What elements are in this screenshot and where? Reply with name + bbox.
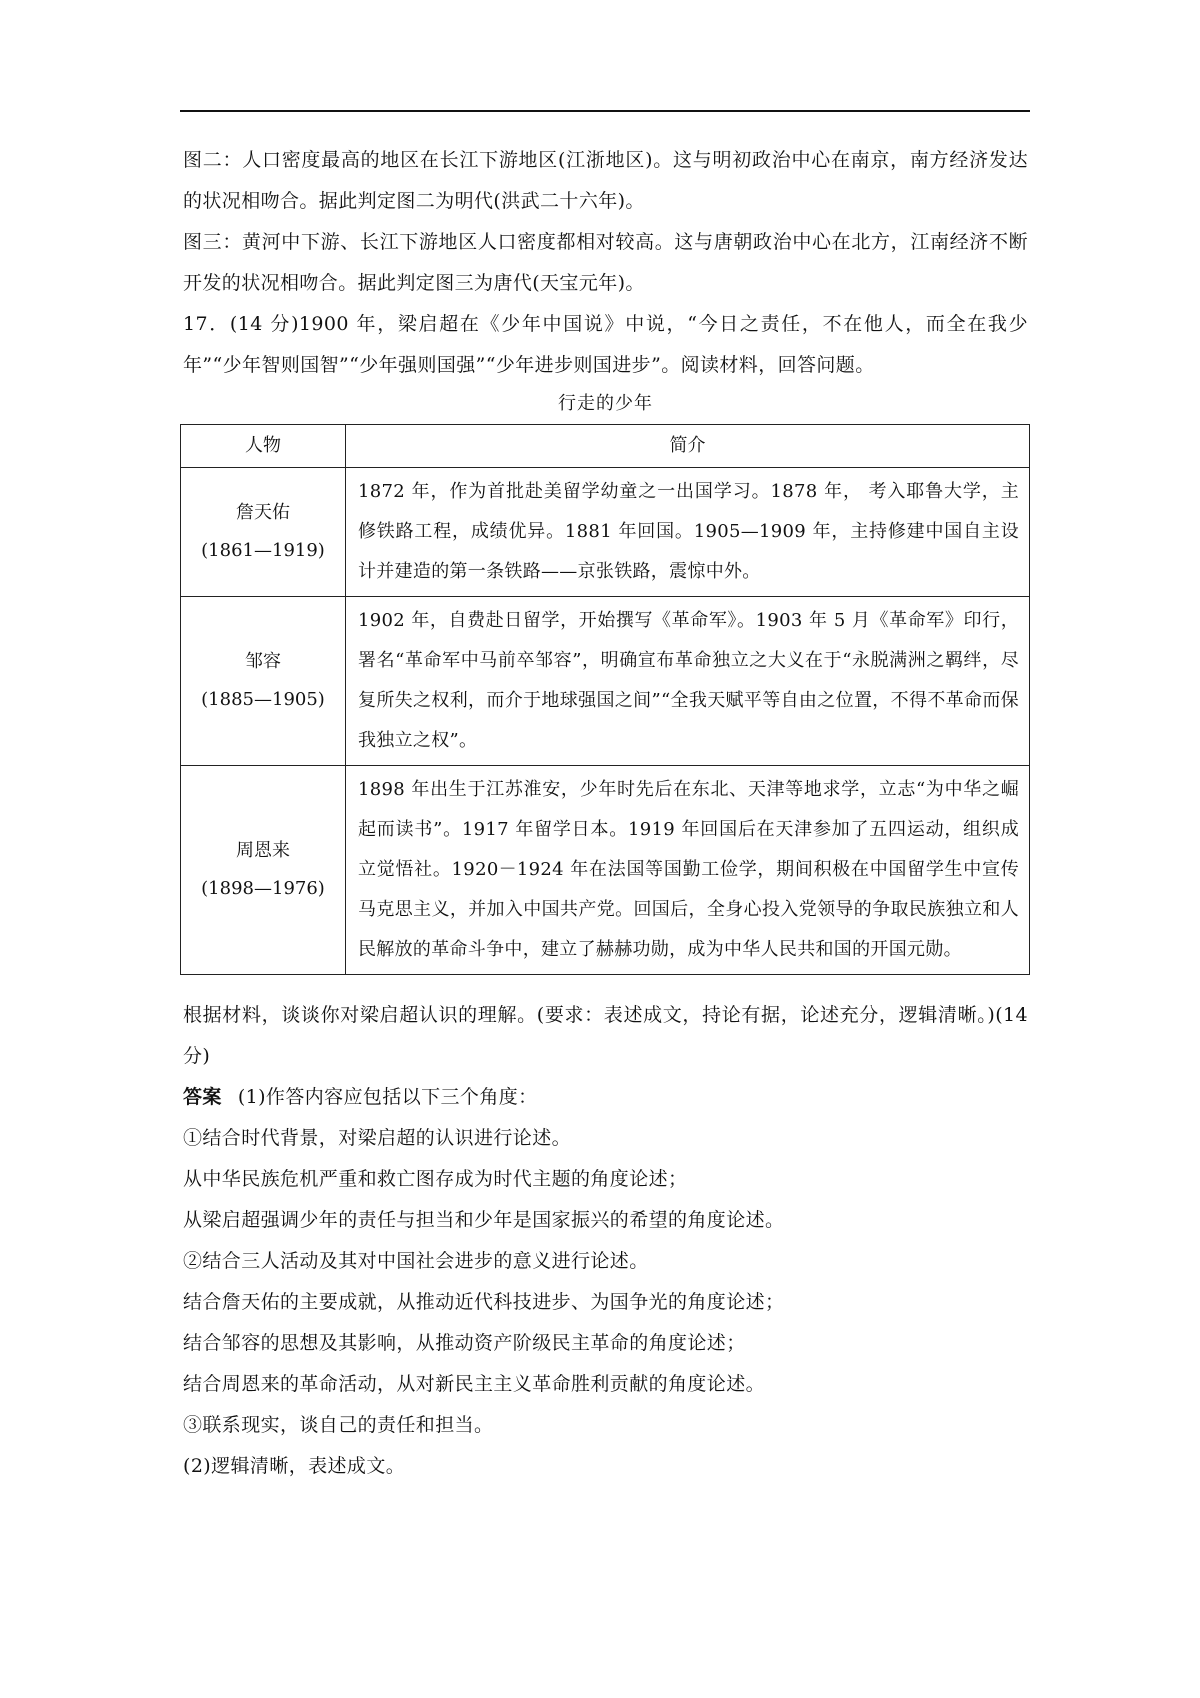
answer-line: 结合周恩来的革命活动，从对新民主主义革命胜利贡献的角度论述。 bbox=[183, 1373, 766, 1395]
person-years: (1885—1905) bbox=[201, 689, 325, 710]
table-row bbox=[181, 597, 1030, 766]
paragraph-figure-3: 图三：黄河中下游、长江下游地区人口密度都相对较高。这与唐朝政治中心在北方，江南经济不断开发的状况相吻合。据此判定图三为唐代(天宝元年)。 bbox=[183, 231, 1028, 294]
answer-label: 答案 bbox=[183, 1086, 222, 1108]
header-rule bbox=[180, 110, 1030, 112]
table-title: 行走的少年 bbox=[558, 393, 653, 414]
person-intro: 1902 年，自费赴日留学，开始撰写《革命军》。1903 年 5 月《革命军》印行，署名“革命军中马前卒邹容”，明确宣布革命独立之大义在于“永脱满洲之羁绊，尽复所失之权利，而介于地球强国之间”“全我天赋平等自由之位置，不得不革命而保我独立之权”。 bbox=[346, 597, 1030, 766]
person-cell bbox=[181, 597, 346, 766]
header-person: 人物 bbox=[181, 425, 346, 468]
person-years: (1861—1919) bbox=[201, 540, 325, 561]
material-table bbox=[180, 424, 1030, 975]
answer-line: 从梁启超强调少年的责任与担当和少年是国家振兴的希望的角度论述。 bbox=[183, 1209, 785, 1231]
person-intro: 1898 年出生于江苏淮安，少年时先后在东北、天津等地求学，立志“为中华之崛起而读书”。1917 年留学日本。1919 年回国后在天津参加了五四运动，组织成立觉悟社。1920－1924 年在法国等国勤工俭学，期间积极在中国留学生中宣传马克思主义，并加入中国共产党。回国后，全身心投入党领导的争取民族独立和人民解放的革命斗争中，建立了赫赫功勋，成为中华人民共和国的开国元勋。 bbox=[346, 766, 1030, 975]
table-row bbox=[181, 468, 1030, 597]
person-name: 詹天佑 bbox=[236, 502, 290, 523]
header-intro: 简介 bbox=[346, 425, 1030, 468]
table-header-row bbox=[181, 425, 1030, 468]
answer-line: 结合詹天佑的主要成就，从推动近代科技进步、为国争光的角度论述； bbox=[183, 1291, 785, 1313]
answer-line: ①结合时代背景，对梁启超的认识进行论述。 bbox=[183, 1127, 572, 1149]
person-years: (1898—1976) bbox=[201, 878, 325, 899]
table-row bbox=[181, 766, 1030, 975]
answer-line: ②结合三人活动及其对中国社会进步的意义进行论述。 bbox=[183, 1250, 649, 1272]
answer-line: (2)逻辑清晰，表述成文。 bbox=[183, 1455, 406, 1477]
paragraph-figure-2: 图二：人口密度最高的地区在长江下游地区(江浙地区)。这与明初政治中心在南京，南方经济发达的状况相吻合。据此判定图二为明代(洪武二十六年)。 bbox=[183, 149, 1028, 212]
answer-line: ③联系现实，谈自己的责任和担当。 bbox=[183, 1414, 494, 1436]
person-cell bbox=[181, 468, 346, 597]
person-intro: 1872 年，作为首批赴美留学幼童之一出国学习。1878 年， 考入耶鲁大学，主修铁路工程，成绩优异。1881 年回国。1905—1909 年，主持修建中国自主设计并建造的第一条铁路——京张铁路，震惊中外。 bbox=[346, 468, 1030, 597]
person-cell bbox=[181, 766, 346, 975]
person-name: 周恩来 bbox=[236, 840, 290, 861]
answer-line: 从中华民族危机严重和救亡图存成为时代主题的角度论述； bbox=[183, 1168, 688, 1190]
person-name: 邹容 bbox=[245, 651, 281, 672]
answer-heading bbox=[183, 1077, 1028, 1118]
answer-line: 结合邹容的思想及其影响，从推动资产阶级民主革命的角度论述； bbox=[183, 1332, 746, 1354]
question-prompt: 根据材料，谈谈你对梁启超认识的理解。(要求：表述成文，持论有据，论述充分，逻辑清晰。)(14 分) bbox=[183, 1004, 1028, 1067]
question-17-stem: 17．(14 分)1900 年，梁启超在《少年中国说》中说，“今日之责任，不在他人，而全在我少年”“少年智则国智”“少年强则国强”“少年进步则国进步”。阅读材料，回答问题。 bbox=[183, 313, 1028, 376]
answer-first-line: (1)作答内容应包括以下三个角度： bbox=[237, 1086, 538, 1108]
page-content bbox=[183, 140, 1028, 1487]
